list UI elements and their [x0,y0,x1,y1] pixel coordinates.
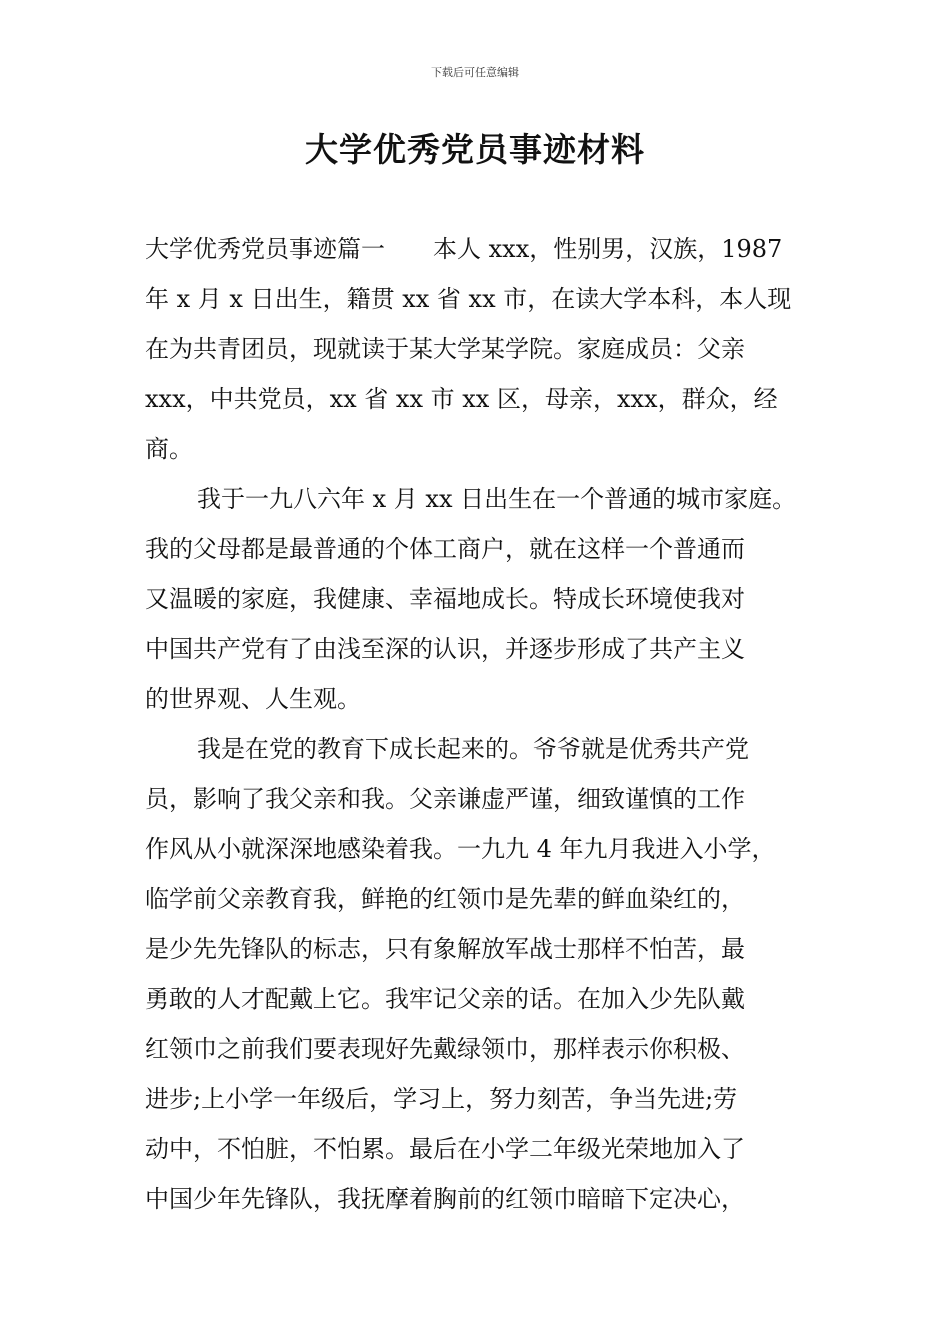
paragraph-line: 我于一九八六年 x 月 xx 日出生在一个普通的城市家庭。 [197,485,797,513]
paragraph-line: 我是在党的教育下成长起来的。爷爷就是优秀共产党 [197,735,749,763]
paragraph-line: 员，影响了我父亲和我。父亲谦虚严谨，细致谨慎的工作 [145,785,745,813]
paragraph-line: 中国共产党有了由浅至深的认识，并逐步形成了共产主义 [145,635,745,663]
paragraph-3 [145,724,820,1224]
paragraph-line: 大学优秀党员事迹篇一 本人 xxx，性别男，汉族，1987 [145,235,783,263]
paragraph-line: 作风从小就深深地感染着我。一九九 4 年九月我进入小学， [145,835,776,863]
paragraph-line: 中国少年先锋队，我抚摩着胸前的红领巾暗暗下定决心， [145,1185,745,1213]
paragraph-1 [145,224,820,474]
paragraph-line: 勇敢的人才配戴上它。我牢记父亲的话。在加入少先队戴 [145,985,745,1013]
paragraph-2 [145,474,820,724]
paragraph-line: 在为共青团员，现就读于某大学某学院。家庭成员：父亲 [145,335,745,363]
paragraph-line: 年 x 月 x 日出生，籍贯 xx 省 xx 市，在读大学本科，本人现 [145,285,792,313]
page-header-note: 下载后可任意编辑 [431,66,519,79]
paragraph-line: 是少先先锋队的标志，只有象解放军战士那样不怕苦，最 [145,935,745,963]
paragraph-line: 临学前父亲教育我，鲜艳的红领巾是先辈的鲜血染红的， [145,885,745,913]
paragraph-line: 我的父母都是最普通的个体工商户，就在这样一个普通而 [145,535,745,563]
document-body [145,224,820,1224]
paragraph-line: 动中，不怕脏，不怕累。最后在小学二年级光荣地加入了 [145,1135,745,1163]
paragraph-line: 的世界观、人生观。 [145,685,361,713]
paragraph-line: 又温暖的家庭，我健康、幸福地成长。特成长环境使我对 [145,585,745,613]
paragraph-line: xxx，中共党员，xx 省 xx 市 xx 区，母亲，xxx，群众，经 [145,385,778,413]
paragraph-line: 商。 [145,435,193,463]
paragraph-line: 进步;上小学一年级后，学习上，努力刻苦，争当先进;劳 [145,1085,738,1113]
document-title: 大学优秀党员事迹材料 [305,130,645,169]
paragraph-line: 红领巾之前我们要表现好先戴绿领巾，那样表示你积极、 [145,1035,745,1063]
